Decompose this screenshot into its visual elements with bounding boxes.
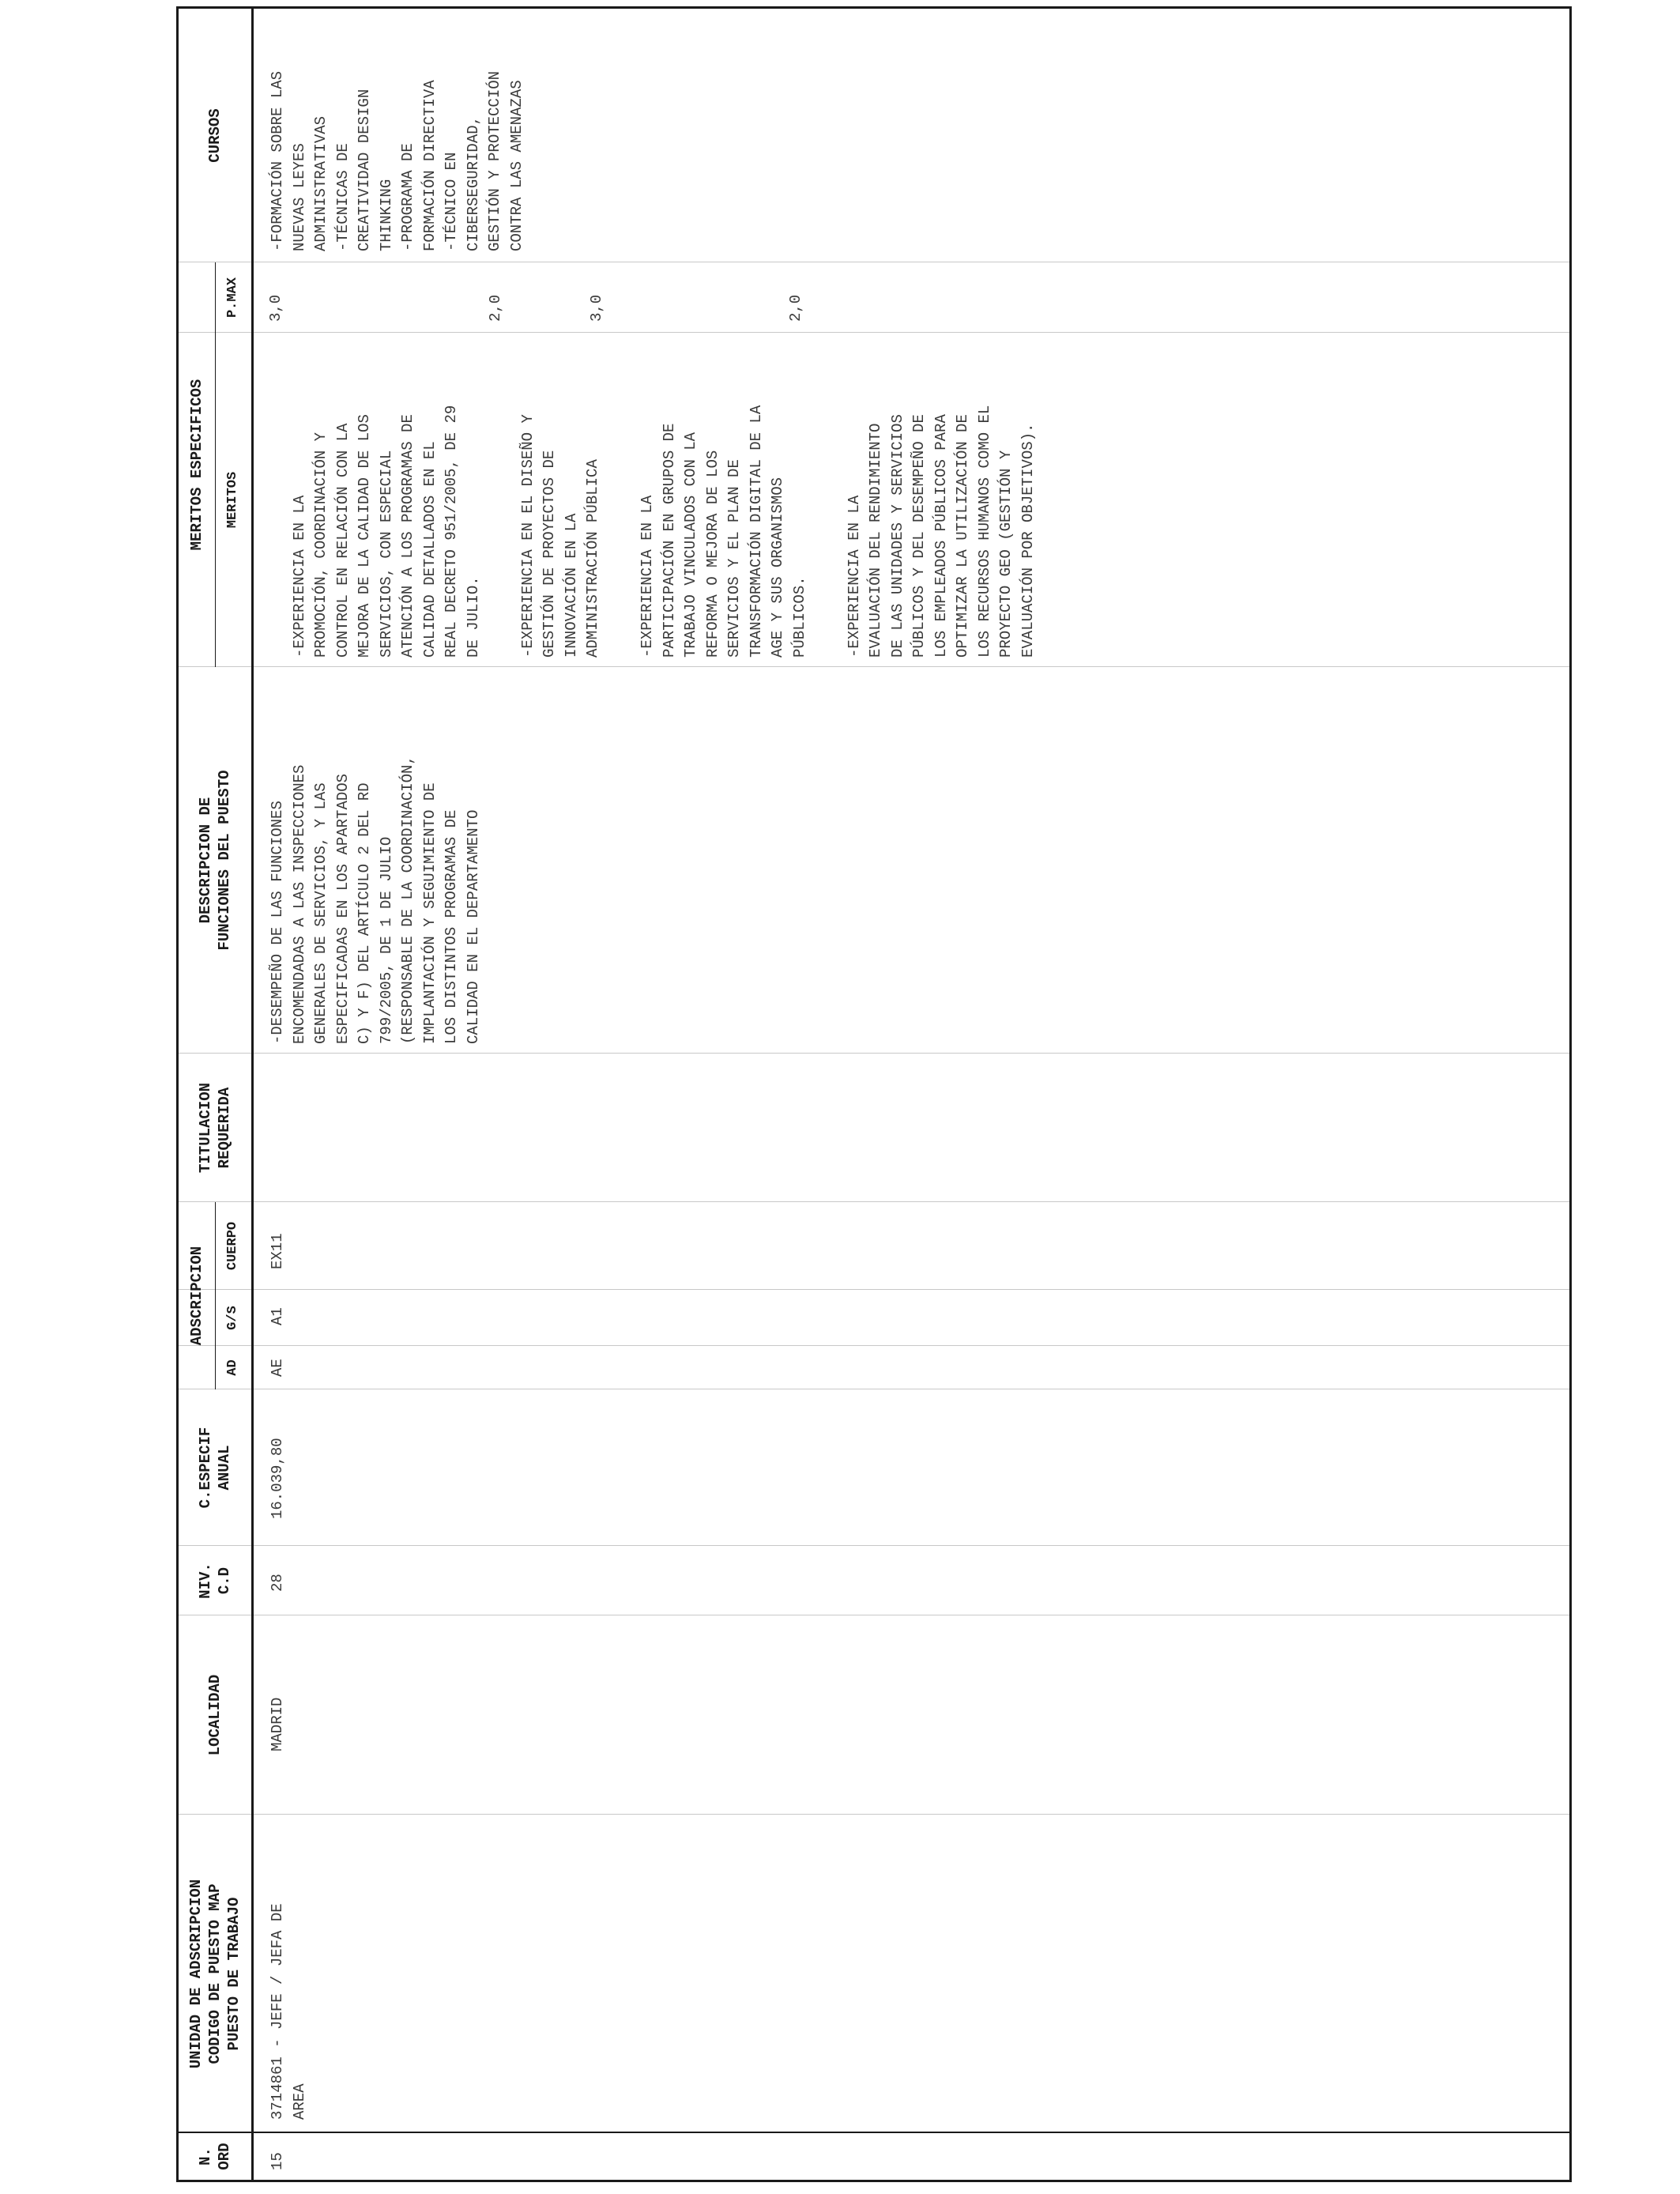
form-frame xyxy=(176,6,1572,2182)
cell-cuerpo: EX11 xyxy=(269,1233,286,1269)
rpt-table xyxy=(179,9,1569,2180)
cell-meritos xyxy=(267,337,1072,658)
sep-unidad xyxy=(179,1814,1569,1815)
header-meritos-especificos: MERITOS ESPECIFICOS xyxy=(188,379,205,551)
header-descripcion: DESCRIPCION DE FUNCIONES DEL PUESTO xyxy=(197,770,233,951)
header-meritos: MERITOS xyxy=(225,471,240,529)
pmax-value: 2,0 xyxy=(487,294,504,322)
cell-nivel: 28 xyxy=(269,1574,286,1592)
header-localidad: LOCALIDAD xyxy=(206,1674,224,1756)
cell-unidad: 3714861 - JEFE / JEFA DE AREA xyxy=(269,1903,308,2120)
sep-gs xyxy=(179,1289,1569,1290)
cell-ad: AE xyxy=(269,1359,286,1377)
header-unidad: UNIDAD DE ADSCRIPCION CODIGO DE PUESTO MAP PUESTO DE TRABAJO xyxy=(187,1879,243,2069)
cell-descripcion: -DESEMPEÑO DE LAS FUNCIONES ENCOMENDADAS A LAS INSPECCIONES GENERALES DE SERVICIOS, Y LAS ESPECIFICADAS EN LOS APARTADOS C) Y F) DEL ARTÍCULO 2 DEL RD 799/2005, DE 1 DE JULIO (RESPONSABLE DE LA COORDINACIÓN, IMPLANTACIÓN Y SEGUIMIENTO DE LOS DISTINTOS PROGRAMAS DE CALIDAD EN EL DEPARTAMENTO xyxy=(269,756,482,1044)
sep-meritos xyxy=(179,332,1569,333)
pmax-value: 3,0 xyxy=(588,294,605,322)
cell-n-ord: 15 xyxy=(269,2152,286,2170)
sep-cuerpo xyxy=(179,1201,1569,1202)
header-cursos: CURSOS xyxy=(206,108,224,163)
header-ad: AD xyxy=(225,1359,240,1376)
cell-c-especif: 16.039,80 xyxy=(269,1438,286,1519)
header-rule xyxy=(251,9,254,2180)
sep-descripcion xyxy=(179,666,1569,667)
sep-ad xyxy=(179,1345,1569,1346)
header-cuerpo: CUERPO xyxy=(225,1221,240,1271)
pmax-value: 3,0 xyxy=(267,294,284,322)
sep-nord xyxy=(179,2132,1569,2133)
header-c-especif: C.ESPECIF ANUAL xyxy=(197,1427,233,1509)
cell-localidad: MADRID xyxy=(269,1697,286,1751)
cell-cursos: -FORMACIÓN SOBRE LAS NUEVAS LEYES ADMINISTRATIVAS -TÉCNICAS DE CREATIVIDAD DESIGN THINKING -PROGRAMA DE FORMACIÓN DIRECTIVA -TÉCNICO EN CIBERSEGURIDAD, GESTIÓN Y PROTECCIÓN CONTRA LAS AMENAZAS xyxy=(269,70,525,251)
merito-item: -EXPERIENCIA EN EL DISEÑO Y GESTIÓN DE PROYECTOS DE INNOVACIÓN EN LA ADMINISTRACIÓN PÚBLICA xyxy=(518,414,601,658)
merito-item: -EXPERIENCIA EN LA EVALUACIÓN DEL RENDIMIENTO DE LAS UNIDADES Y SERVICIOS PÚBLICOS Y DEL DESEMPEÑO DE LOS EMPLEADOS PÚBLICOS PARA OPTIMIZAR LA UTILIZACIÓN DE LOS RECURSOS HUMANOS COMO EL PROYECTO GEO (GESTIÓN Y EVALUACIÓN POR OBJETIVOS). xyxy=(845,405,1037,658)
merito-item: -EXPERIENCIA EN LA PARTICIPACIÓN EN GRUPOS DE TRABAJO VINCULADOS CON LA REFORMA O MEJORA DE LOS SERVICIOS Y EL PLAN DE TRANSFORMACIÓN DIGITAL DE LA AGE Y SUS ORGANISMOS PÚBLICOS. xyxy=(638,405,808,658)
sep-nivel xyxy=(179,1545,1569,1546)
header-p-max: P.MAX xyxy=(225,277,240,319)
merito-item: -EXPERIENCIA EN LA PROMOCIÓN, COORDINACIÓN Y CONTROL EN RELACIÓN CON LA MEJORA DE LA CALIDAD DE LOS SERVICIOS, CON ESPECIAL ATENCIÓN A LOS PROGRAMAS DE CALIDAD DETALLADOS EN EL REAL DECRETO 951/2005, DE 29 DE JULIO. xyxy=(290,405,482,658)
header-n-ord: N. ORD xyxy=(197,2143,233,2170)
header-titulacion: TITULACION REQUERIDA xyxy=(197,1082,233,1174)
pmax-value: 2,0 xyxy=(787,294,804,322)
sep-titulacion xyxy=(179,1053,1569,1054)
header-nivel: NIV. C.D xyxy=(197,1563,233,1599)
header-gs: G/S xyxy=(225,1306,240,1330)
cell-gs: A1 xyxy=(269,1307,286,1325)
header-adscripcion: ADSCRIPCION xyxy=(188,1246,205,1346)
